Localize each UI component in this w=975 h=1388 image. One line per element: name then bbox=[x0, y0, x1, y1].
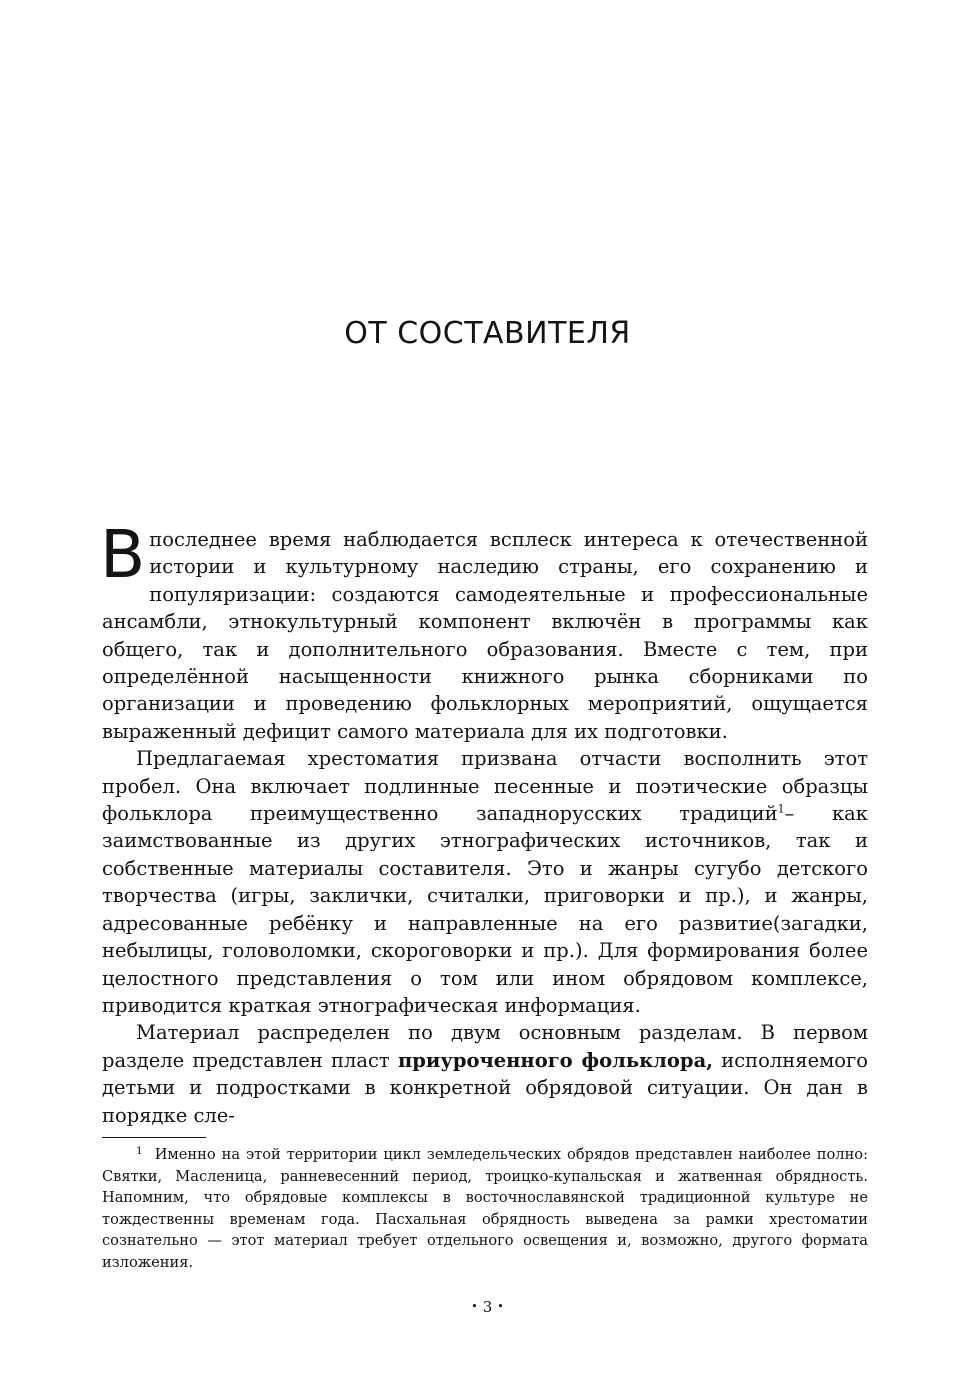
paragraph-3 bbox=[102, 1019, 868, 1129]
footnote-text: Именно на этой территории цикл земледельческих обрядов представлен наиболее полно: Святки, Масленица, ранневесенний период, троицко-купальская и жатвенная обрядность. Напомним, что обрядовые комплексы в восточнославянской традиционной культуре не тождественны временам года. Пасхальная обрядность выведена за рамки хрестоматии сознательно — этот материал требует отдельного освещения и, возможно, другого формата изложения. bbox=[102, 1146, 868, 1271]
folio-ornament-left: • bbox=[471, 1300, 478, 1313]
paragraph-1 bbox=[100, 516, 868, 745]
footnote bbox=[102, 1144, 868, 1274]
footnote-divider bbox=[102, 1137, 206, 1138]
footnote-number: 1 bbox=[136, 1145, 143, 1157]
paragraph-2-text-b: – как заимствованные из других этнографических источников, так и собственные материалы составителя. Это и жанры сугубо детского творчества (игры, заклички, считалки, приговорки и пр.), и жанры, адресованные ребёнку и направленные на его развитие(загадки, небылицы, головоломки, скороговорки и пр.). Для формирования более целостного представления о том или ином обрядовом комплексе, приводится краткая этнографическая информация. bbox=[102, 802, 868, 1017]
paragraph-2-text-a: Предлагаемая хрестоматия призвана отчасти восполнить этот пробел. Она включает подлинные песенные и поэтические образцы фольклора преимущественно западнорусских традиций bbox=[102, 747, 868, 826]
paragraph-3-bold-term: приуроченного фольклора, bbox=[397, 1048, 713, 1072]
paragraph-1-text: последнее время наблюдается всплеск интереса к отечественной истории и культурному наследию страны, его сохранению и популяризации: создаются самодеятельные и профессиональные ансамбли, этнокультурный компонент включён в программы как общего, так и дополнительного образования. Вместе с тем, при определённой насыщенности книжного рынка сборниками по организации и проведению фольклорных мероприятий, ощущается выраженный дефицит самого материала для их подготовки. bbox=[102, 528, 868, 743]
drop-cap: В bbox=[100, 516, 146, 593]
folio-ornament-right: • bbox=[497, 1300, 504, 1313]
page-number-value: 3 bbox=[482, 1298, 493, 1316]
paragraph-2 bbox=[102, 745, 868, 1019]
paragraph-3-text-a: Материал распределен по двум основным разделам. В первом разделе представлен пласт bbox=[102, 1021, 868, 1072]
page-title: ОТ СОСТАВИТЕЛЯ bbox=[344, 316, 631, 351]
paragraph-3-text-b: исполняемого детьми и подростками в конкретной обрядовой ситуации. Он дан в порядке сле- bbox=[102, 1048, 869, 1127]
footnote-reference: 1 bbox=[777, 802, 785, 816]
page-number bbox=[0, 1298, 975, 1316]
main-text bbox=[100, 516, 869, 1129]
